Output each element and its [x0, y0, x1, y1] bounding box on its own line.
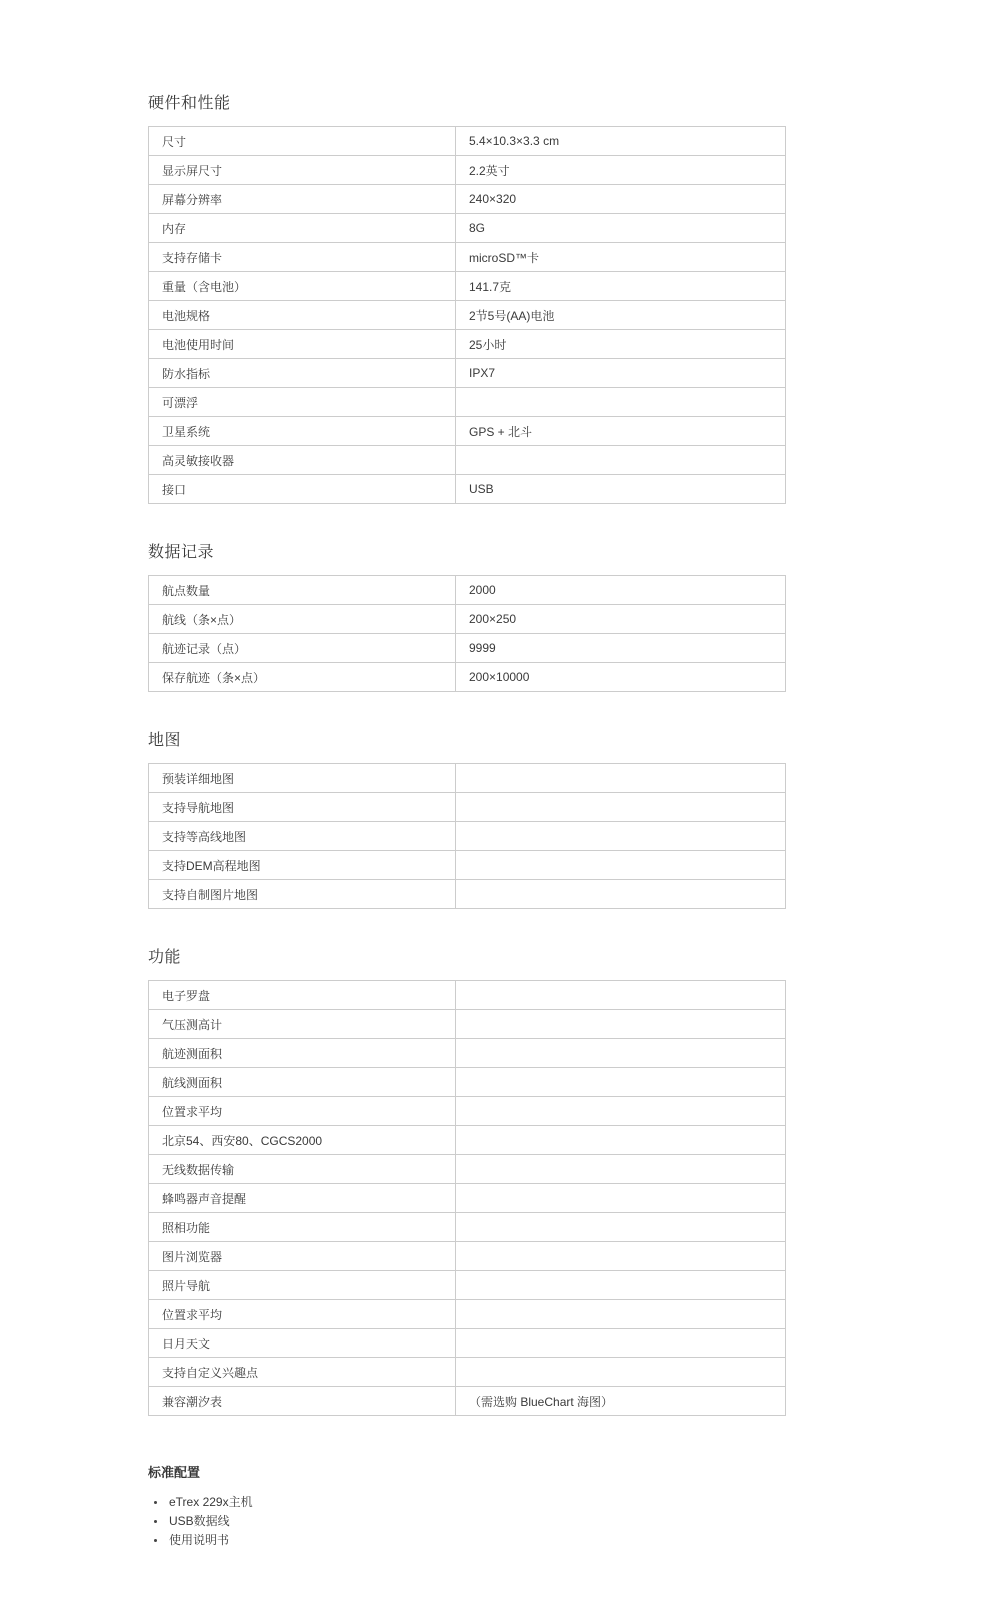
spec-row-value: 8G [456, 214, 786, 243]
spec-row [149, 446, 786, 475]
spec-row-value [456, 981, 786, 1010]
spec-row-label: 可漂浮 [149, 388, 456, 417]
spec-row [149, 475, 786, 504]
spec-row-label: 照片导航 [149, 1271, 456, 1300]
spec-row [149, 185, 786, 214]
spec-row-value: 25小时 [456, 330, 786, 359]
spec-sections [148, 90, 1000, 1416]
spec-row [149, 127, 786, 156]
standard-config-section [148, 1462, 1000, 1550]
spec-row [149, 764, 786, 793]
spec-row-label: 航线测面积 [149, 1068, 456, 1097]
spec-row-value: USB [456, 475, 786, 504]
spec-row [149, 1184, 786, 1213]
spec-row-label: 电池使用时间 [149, 330, 456, 359]
spec-row-label: 电子罗盘 [149, 981, 456, 1010]
spec-row-value [456, 388, 786, 417]
spec-row [149, 576, 786, 605]
spec-row [149, 1387, 786, 1416]
spec-row-label: 北京54、西安80、CGCS2000 [149, 1126, 456, 1155]
spec-row [149, 1010, 786, 1039]
spec-row [149, 605, 786, 634]
spec-table [148, 980, 786, 1416]
spec-row-label: 接口 [149, 475, 456, 504]
standard-config-list [148, 1493, 1000, 1550]
spec-row-value [456, 1242, 786, 1271]
spec-table [148, 763, 786, 909]
spec-row-value: 2节5号(AA)电池 [456, 301, 786, 330]
spec-row [149, 822, 786, 851]
spec-row [149, 1271, 786, 1300]
spec-section [148, 90, 1000, 504]
section-title: 功能 [148, 949, 182, 966]
spec-row-value [456, 1184, 786, 1213]
spec-row-value [456, 880, 786, 909]
spec-section [148, 944, 1000, 1416]
spec-row-label: 支持导航地图 [149, 793, 456, 822]
spec-row-label: 内存 [149, 214, 456, 243]
spec-row [149, 301, 786, 330]
spec-row-label: 位置求平均 [149, 1300, 456, 1329]
spec-row-label: 无线数据传输 [149, 1155, 456, 1184]
spec-row-label: 蜂鸣器声音提醒 [149, 1184, 456, 1213]
spec-row [149, 1300, 786, 1329]
spec-row-label: 支持自制图片地图 [149, 880, 456, 909]
spec-row-value: （需选购 BlueChart 海图） [456, 1387, 786, 1416]
section-title: 数据记录 [148, 544, 215, 561]
spec-table [148, 575, 786, 692]
spec-row-label: 电池规格 [149, 301, 456, 330]
spec-row-label: 航迹测面积 [149, 1039, 456, 1068]
spec-row [149, 1068, 786, 1097]
spec-row-value [456, 793, 786, 822]
spec-row-value [456, 1271, 786, 1300]
spec-row-label: 显示屏尺寸 [149, 156, 456, 185]
spec-row-value: 9999 [456, 634, 786, 663]
spec-row [149, 1155, 786, 1184]
spec-row-value: GPS + 北斗 [456, 417, 786, 446]
spec-row [149, 417, 786, 446]
spec-row-value [456, 764, 786, 793]
spec-row [149, 981, 786, 1010]
spec-row-label: 高灵敏接收器 [149, 446, 456, 475]
spec-row-label: 支持存储卡 [149, 243, 456, 272]
spec-row-value [456, 1039, 786, 1068]
spec-row [149, 156, 786, 185]
spec-row-label: 照相功能 [149, 1213, 456, 1242]
section-title: 地图 [148, 732, 182, 749]
spec-row [149, 1329, 786, 1358]
spec-row-value [456, 446, 786, 475]
spec-row-value: 2.2英寸 [456, 156, 786, 185]
spec-row-value: 240×320 [456, 185, 786, 214]
spec-section [148, 539, 1000, 692]
spec-row-label: 图片浏览器 [149, 1242, 456, 1271]
spec-row-label: 保存航迹（条×点） [149, 663, 456, 692]
spec-row-label: 位置求平均 [149, 1097, 456, 1126]
spec-row-value [456, 1126, 786, 1155]
spec-row-value [456, 1068, 786, 1097]
spec-row-label: 兼容潮汐表 [149, 1387, 456, 1416]
spec-row-value [456, 1300, 786, 1329]
standard-config-title: 标准配置 [148, 1465, 201, 1480]
spec-row [149, 388, 786, 417]
spec-row-label: 支持等高线地图 [149, 822, 456, 851]
spec-row-value [456, 1329, 786, 1358]
spec-row [149, 793, 786, 822]
spec-row [149, 851, 786, 880]
spec-row-label: 航点数量 [149, 576, 456, 605]
spec-row [149, 359, 786, 388]
spec-row [149, 1213, 786, 1242]
spec-row-value [456, 1213, 786, 1242]
spec-row-value [456, 822, 786, 851]
spec-row-value: 2000 [456, 576, 786, 605]
spec-row-label: 航线（条×点） [149, 605, 456, 634]
spec-table [148, 126, 786, 504]
spec-row-value: 200×10000 [456, 663, 786, 692]
spec-row-value: microSD™卡 [456, 243, 786, 272]
spec-row-label: 重量（含电池） [149, 272, 456, 301]
spec-row [149, 243, 786, 272]
section-title: 硬件和性能 [148, 95, 231, 112]
spec-row [149, 1242, 786, 1271]
standard-config-item: • USB数据线 [167, 1512, 1000, 1531]
spec-row [149, 1358, 786, 1387]
spec-row [149, 634, 786, 663]
spec-row-label: 日月天文 [149, 1329, 456, 1358]
spec-section [148, 727, 1000, 909]
spec-row-value: 5.4×10.3×3.3 cm [456, 127, 786, 156]
spec-row-label: 支持自定义兴趣点 [149, 1358, 456, 1387]
spec-row-value [456, 1097, 786, 1126]
standard-config-item: • eTrex 229x主机 [167, 1493, 1000, 1512]
spec-row-value: 200×250 [456, 605, 786, 634]
spec-row [149, 880, 786, 909]
spec-row-label: 航迹记录（点） [149, 634, 456, 663]
spec-row-value [456, 1155, 786, 1184]
spec-row [149, 1126, 786, 1155]
spec-row [149, 1039, 786, 1068]
spec-row [149, 330, 786, 359]
spec-row-label: 屏幕分辨率 [149, 185, 456, 214]
spec-row [149, 663, 786, 692]
spec-row-value [456, 851, 786, 880]
spec-row [149, 1097, 786, 1126]
spec-row-label: 防水指标 [149, 359, 456, 388]
standard-config-item: • 使用说明书 [167, 1531, 1000, 1550]
spec-row [149, 214, 786, 243]
spec-row-value: 141.7克 [456, 272, 786, 301]
spec-row-label: 气压测高计 [149, 1010, 456, 1039]
spec-row-label: 尺寸 [149, 127, 456, 156]
spec-row-label: 预装详细地图 [149, 764, 456, 793]
spec-row-label: 支持DEM高程地图 [149, 851, 456, 880]
spec-row-label: 卫星系统 [149, 417, 456, 446]
spec-row-value: IPX7 [456, 359, 786, 388]
spec-row-value [456, 1358, 786, 1387]
spec-row-value [456, 1010, 786, 1039]
spec-row [149, 272, 786, 301]
